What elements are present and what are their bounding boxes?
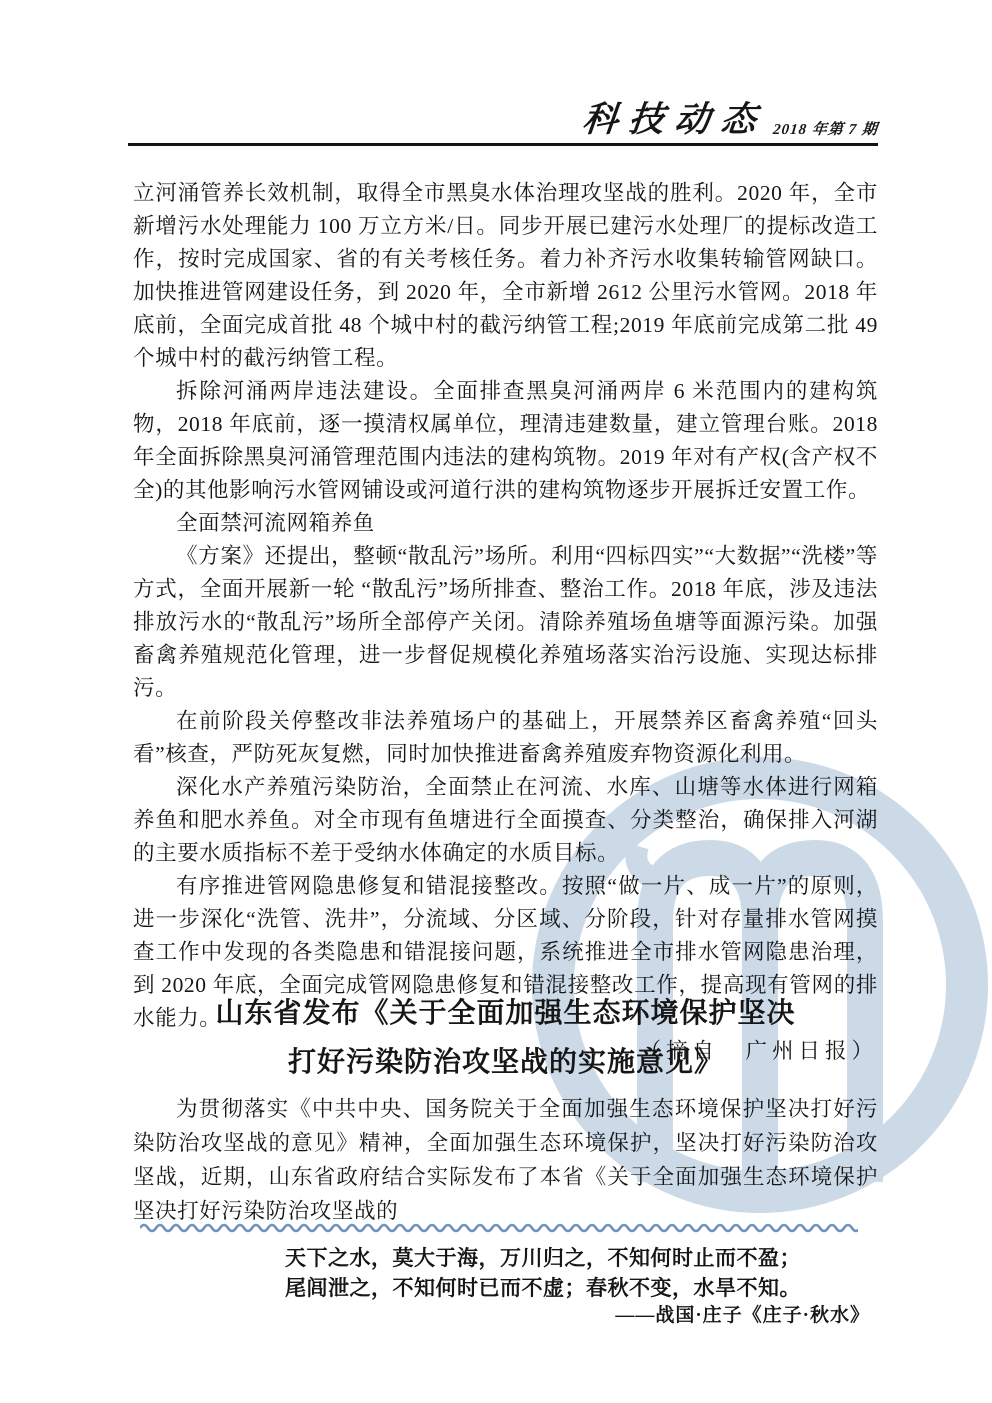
- paragraph: 为贯彻落实《中共中央、国务院关于全面加强生态环境保护坚决打好污染防治攻坚战的意见》精神，全面加强生态环境保护，坚决打好污染防治攻坚战，近期，山东省政府结合实际发布了本省《关于全面加强生态环境保护坚决打好污染防治攻坚战的: [133, 1097, 878, 1223]
- paragraph: 在前阶段关停整改非法养殖场户的基础上，开展禁养区畜禽养殖“回头看”核查，严防死灰复燃，同时加快推进畜禽养殖废弃物资源化利用。: [133, 709, 878, 766]
- paragraph: 深化水产养殖污染防治，全面禁止在河流、水库、山塘等水体进行网箱养鱼和肥水养鱼。对全市现有鱼塘进行全面摸查、分类整治，确保排入河湖的主要水质指标不差于受纳水体确定的水质目标。: [133, 775, 878, 865]
- source-attribution: （摘自 广州日报）: [639, 1039, 878, 1063]
- footer-quote: [285, 1243, 878, 1303]
- article-title-line-2: 打好污染防治攻坚战的实施意见》: [287, 1047, 723, 1078]
- journal-masthead-title: 科技动态: [580, 100, 770, 139]
- wave-divider-path: [140, 1225, 858, 1231]
- section-subhead: 全面禁河流网箱养鱼: [176, 511, 375, 535]
- paragraph: 有序推进管网隐患修复和错混接整改。按照“做一片、成一片”的原则，进一步深化“洗管、洗井”，分流域、分区域、分阶段，针对存量排水管网摸查工作中发现的各类隐患和错混接问题，系统推进全市排水管网隐患治理，到 2020 年底，全面完成管网隐患修复和错混接整改工作，提高现有管网的排水能力。: [133, 874, 878, 1030]
- quote-line-2: 尾闾泄之，不知何时已而不虚；春秋不变，水旱不知。: [285, 1276, 801, 1300]
- paragraph: 《方案》还提出，整顿“散乱污”场所。利用“四标四实”“大数据”“洗楼”等方式，全面开展新一轮 “散乱污”场所排查、整治工作。2018 年底，涉及违法排放污水的“散乱污”场所全部停产关闭。清除养殖场鱼塘等面源污染。加强畜禽养殖规范化管理，进一步督促规模化养殖场落实治污设施、实现达标排污。: [133, 544, 878, 700]
- journal-header: [580, 92, 879, 142]
- article-title-line-1: 山东省发布《关于全面加强生态环境保护坚决: [215, 998, 796, 1029]
- article-shandong-title: [133, 989, 878, 1087]
- header-rule: [128, 143, 878, 146]
- quote-line-1: 天下之水，莫大于海，万川归之，不知何时止而不盈；: [285, 1246, 801, 1270]
- paragraph: 拆除河涌两岸违法建设。全面排查黑臭河涌两岸 6 米范围内的建构筑物，2018 年底前，逐一摸清权属单位，理清违建数量，建立管理台账。2018 年全面拆除黑臭河涌管理范围内违法的建构筑物。2019 年对有产权(含产权不全)的其他影响污水管网铺设或河道行洪的建构筑物逐步开展拆迁安置工作。: [133, 379, 878, 502]
- journal-issue-number: 2018 年第 7 期: [772, 122, 879, 138]
- quote-attribution: ——战国·庄子《庄子·秋水》: [615, 1305, 870, 1326]
- wave-divider: [140, 1220, 858, 1236]
- article-guangzhou-body: [133, 177, 878, 1068]
- article-shandong-body: [133, 1092, 878, 1228]
- paragraph-continued: 立河涌管养长效机制，取得全市黑臭水体治理攻坚战的胜利。2020 年，全市新增污水处理能力 100 万立方米/日。同步开展已建污水处理厂的提标改造工作，按时完成国家、省的有关考核任务。着力补齐污水收集转输管网缺口。加快推进管网建设任务，到 2020 年，全市新增 2612 公里污水管网。2018 年底前，全面完成首批 48 个城中村的截污纳管工程;2019 年底前完成第二批 49 个城中村的截污纳管工程。: [133, 181, 878, 370]
